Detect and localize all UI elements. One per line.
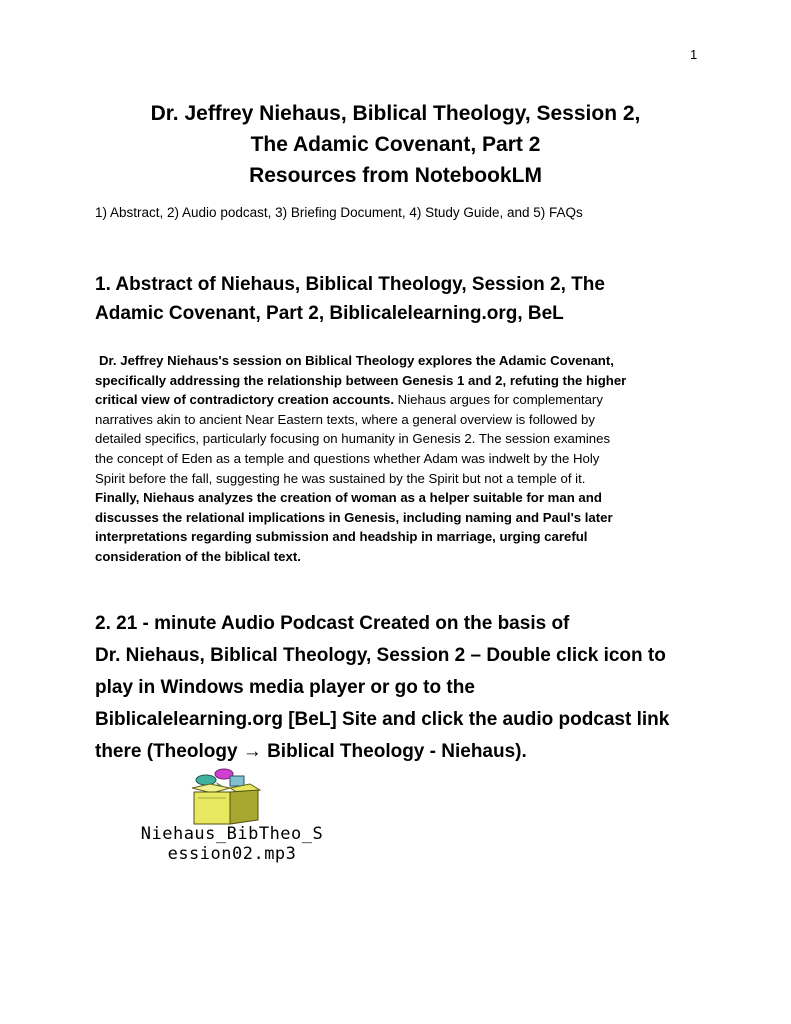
section-2-line-3: play in Windows media player or go to the	[95, 677, 475, 698]
mp3-label-line-1: Niehaus_BibTheo_S	[140, 824, 324, 844]
section-2-line-5	[95, 736, 735, 768]
section-2-line-4: Biblicalelearning.org [BeL] Site and click the audio podcast link	[95, 709, 670, 730]
title-line-3: Resources from NotebookLM	[249, 164, 542, 187]
abstract-line: specifically addressing the relationship between Genesis 1 and 2, refuting the higher	[95, 372, 627, 388]
section-2-line-5-start: there (Theology	[95, 741, 243, 762]
page-number: 1	[690, 47, 698, 62]
document-title	[0, 98, 791, 191]
abstract-line: the concept of Eden as a temple and questions whether Adam was indwelt by the Holy	[95, 450, 600, 466]
section-1-heading-line-1: 1. Abstract of Niehaus, Biblical Theology, Session 2, The	[95, 274, 605, 295]
section-1-heading	[95, 270, 735, 328]
abstract-bold-text: critical view of contradictory creation accounts.	[95, 392, 395, 408]
abstract-line: narratives akin to ancient Near Eastern texts, where a general overview is followed by	[95, 411, 595, 427]
abstract-line: consideration of the biblical text.	[95, 548, 301, 564]
section-2-heading	[95, 608, 735, 768]
title-line-2: The Adamic Covenant, Part 2	[250, 133, 541, 156]
abstract-line: Spirit before the fall, suggesting he was sustained by the Spirit but not a temple of it.	[95, 470, 586, 486]
mp3-label-line-2: ession02.mp3	[167, 844, 297, 864]
abstract-line: detailed specifics, particularly focusing on humanity in Genesis 2. The session examines	[95, 431, 611, 447]
resource-list: 1) Abstract, 2) Audio podcast, 3) Briefing Document, 4) Study Guide, and 5) FAQs	[95, 205, 583, 220]
mp3-package-icon[interactable]	[186, 768, 266, 826]
abstract-line	[95, 390, 715, 410]
section-2-line-5-end: Biblical Theology - Niehaus).	[261, 741, 527, 762]
section-2-line-2: Dr. Niehaus, Biblical Theology, Session 2 – Double click icon to	[95, 645, 666, 666]
abstract-line: discusses the relational implications in Genesis, including naming and Paul's later	[95, 509, 613, 525]
section-2-line-1: 2. 21 - minute Audio Podcast Created on the basis of	[95, 613, 570, 634]
abstract-paragraph	[95, 351, 715, 567]
abstract-text: Niehaus argues for complementary	[394, 392, 603, 408]
arrow-icon: →	[242, 741, 262, 762]
title-line-1: Dr. Jeffrey Niehaus, Biblical Theology, Session 2,	[150, 102, 641, 125]
abstract-line: Finally, Niehaus analyzes the creation of woman as a helper suitable for man and	[95, 490, 602, 506]
abstract-line: Dr. Jeffrey Niehaus's session on Biblical Theology explores the Adamic Covenant,	[99, 353, 614, 368]
abstract-line: interpretations regarding submission and headship in marriage, urging careful	[95, 529, 588, 545]
mp3-file-label[interactable]	[92, 824, 372, 864]
section-1-heading-line-2: Adamic Covenant, Part 2, Biblicalelearning.org, BeL	[95, 303, 564, 324]
